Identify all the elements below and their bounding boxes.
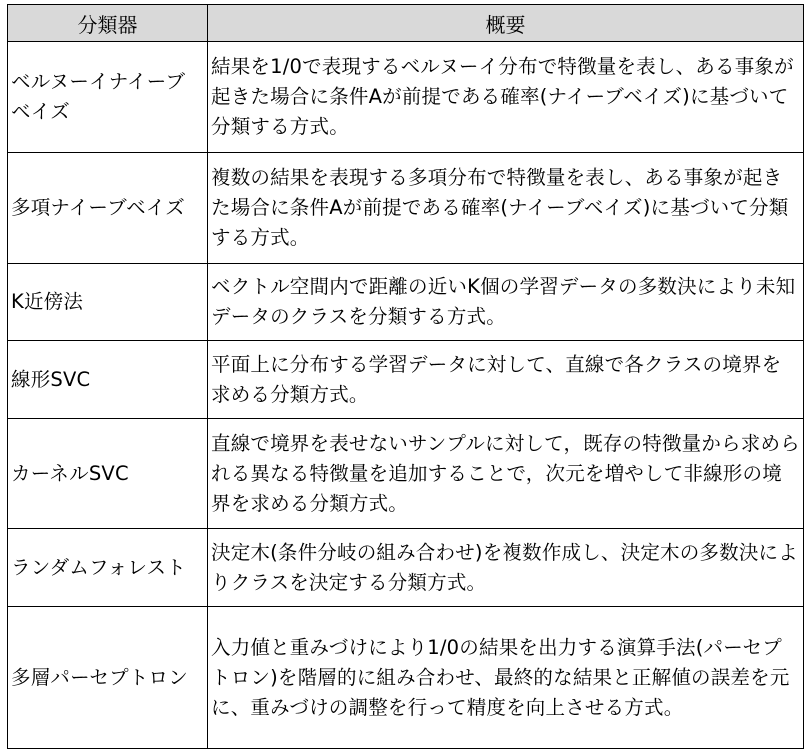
classifier-summary: 複数の結果を表現する多項分布で特徴量を表し、ある事象が起きた場合に条件Aが前提である確率(ナイーブベイズ)に基づいて分類する方式。: [208, 153, 804, 264]
classifier-table: [7, 4, 804, 749]
classifier-name: K近傍法: [8, 264, 208, 341]
table-row: [8, 42, 804, 153]
classifier-summary: 決定木(条件分岐の組み合わせ)を複数作成し、決定木の多数決によりクラスを決定する分類方式。: [208, 529, 804, 607]
header-summary: 概要: [208, 5, 804, 42]
classifier-name: ランダムフォレスト: [8, 529, 208, 607]
table-row: [8, 341, 804, 419]
table-row: [8, 529, 804, 607]
classifier-summary: ベクトル空間内で距離の近いK個の学習データの多数決により未知データのクラスを分類する方式。: [208, 264, 804, 341]
classifier-summary: 結果を1/0で表現するベルヌーイ分布で特徴量を表し、ある事象が起きた場合に条件Aが前提である確率(ナイーブベイズ)に基づいて分類する方式。: [208, 42, 804, 153]
table-row: [8, 607, 804, 749]
table-row: [8, 264, 804, 341]
classifier-summary: 直線で境界を表せないサンプルに対して，既存の特徴量から求められる異なる特徴量を追加することで，次元を増やして非線形の境界を求める分類方式。: [208, 419, 804, 529]
table-row: [8, 419, 804, 529]
table-row: [8, 153, 804, 264]
classifier-summary: 平面上に分布する学習データに対して、直線で各クラスの境界を求める分類方式。: [208, 341, 804, 419]
classifier-table-sheet: [7, 4, 803, 719]
classifier-name: カーネルSVC: [8, 419, 208, 529]
classifier-name: 多項ナイーブベイズ: [8, 153, 208, 264]
classifier-name: ベルヌーイナイーブベイズ: [8, 42, 208, 153]
classifier-summary: 入力値と重みづけにより1/0の結果を出力する演算手法(パーセプトロン)を階層的に組み合わせ、最終的な結果と正解値の誤差を元に、重みづけの調整を行って精度を向上させる方式。: [208, 607, 804, 749]
classifier-name: 線形SVC: [8, 341, 208, 419]
header-classifier: 分類器: [8, 5, 208, 42]
classifier-name: 多層パーセプトロン: [8, 607, 208, 749]
table-header-row: [8, 5, 804, 42]
